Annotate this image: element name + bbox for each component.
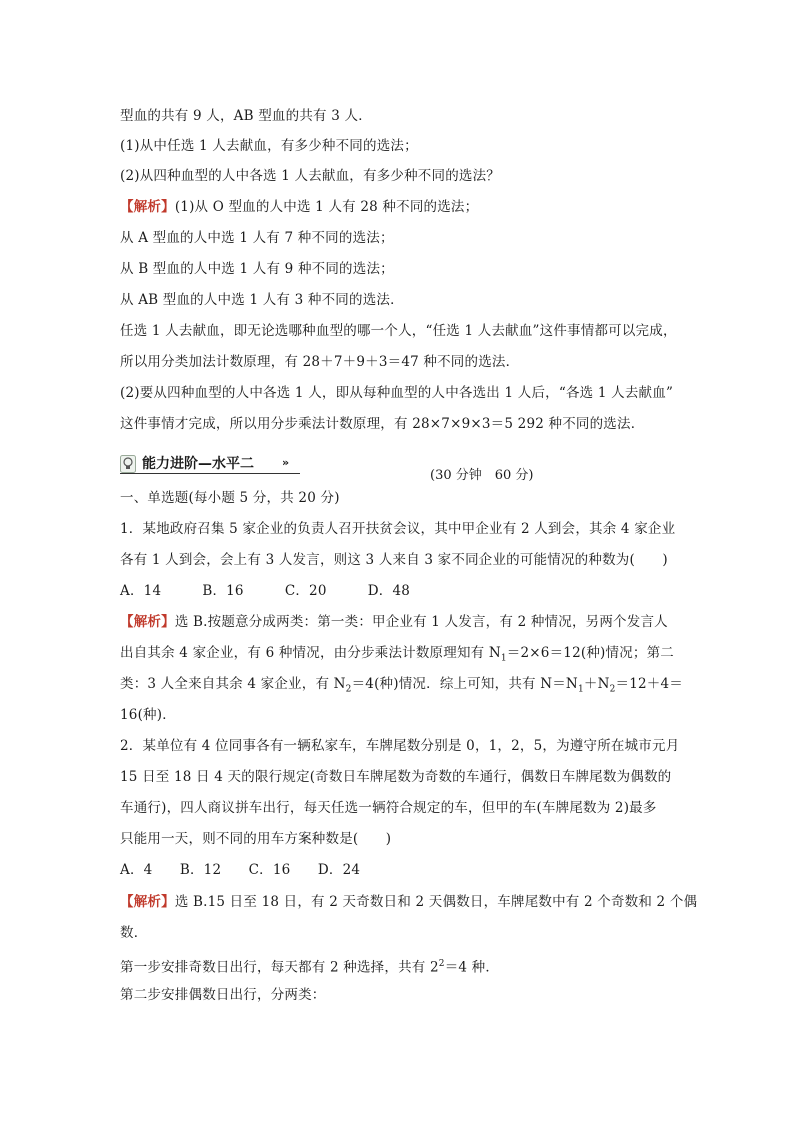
solution-line: 数． [120, 925, 148, 941]
solution-text: ＝4 种． [444, 959, 500, 976]
solution-text: ＋N [583, 676, 610, 692]
solution-text: (1)从 O 型血的人中选 1 人有 28 种不同的选法； [174, 199, 479, 215]
lightbulb-icon [120, 455, 136, 473]
solution-text: 选 B.按题意分成两类：第一类：甲企业有 1 人发言，有 2 种情况，另两个发言人 [174, 614, 668, 630]
answer-options: A．4 B．12 C．16 D．24 [120, 862, 361, 878]
subscript: 1 [500, 653, 507, 664]
solution-text: 第一步安排奇数日出行，每天都有 2 种选择，共有 2 [120, 959, 439, 976]
solution-line [120, 675, 683, 699]
text-line: (1)从中任选 1 人去献血，有多少种不同的选法； [120, 138, 418, 154]
solution-text: 类：3 人全来自其余 4 家企业，有 N [120, 676, 346, 692]
section-header [120, 454, 680, 483]
solution-tag: 【解析】 [120, 199, 175, 215]
solution-line [120, 644, 680, 668]
solution-line [120, 955, 680, 977]
text-line: 从 A 型血的人中选 1 人有 7 种不同的选法； [120, 230, 394, 246]
text-line: 一、单选题(每小题 5 分，共 20 分) [120, 490, 340, 506]
chevron-right-icon: » [282, 456, 290, 469]
solution-line [120, 613, 680, 631]
text-line: (2)从四种血型的人中各选 1 人去献血，有多少种不同的选法？ [120, 168, 500, 184]
time-score-note: (30 分钟 60 分) [430, 468, 534, 483]
solution-line [120, 198, 680, 216]
solution-text: ＝12＋4＝ [615, 676, 683, 692]
solution-text: 出自其余 4 家企业，有 6 种情况，由分步乘法计数原理知有 N [120, 645, 501, 661]
subscript: 1 [577, 684, 584, 695]
question-line: 1．某地政府召集 5 家企业的负责人召开扶贫会议，其中甲企业有 2 人到会，其余 4 家企业 [120, 521, 676, 537]
text-line: 型血的共有 9 人，AB 型血的共有 3 人． [120, 108, 372, 124]
solution-text: 选 B.15 日至 18 日，有 2 天奇数日和 2 天偶数日，车牌尾数中有 2 个奇数和 2 个偶 [174, 894, 698, 910]
solution-line: 第二步安排偶数日出行，分两类： [120, 987, 326, 1003]
section-title: 能力进阶—水平二 [142, 456, 254, 472]
subscript: 2 [345, 684, 352, 695]
superscript: 2 [438, 959, 445, 969]
text-line: 这件事情才完成，所以用分步乘法计数原理，有 28×7×9×3＝5 292 种不同的选法． [120, 416, 645, 432]
text-line: (2)要从四种血型的人中各选 1 人，即从每种血型的人中各选出 1 人后，“各选 1 人去献血” [120, 385, 674, 401]
divider [120, 473, 300, 474]
solution-text: ＝4(种)情况．综上可知，共有 N＝N [351, 676, 578, 692]
answer-options: A．14 B．16 C．20 D．48 [120, 583, 411, 599]
solution-tag: 【解析】 [120, 894, 175, 910]
text-line: 任选 1 人去献血，即无论选哪种血型的哪一个人，“任选 1 人去献血”这件事情都可以完成， [120, 323, 677, 339]
text-line: 从 B 型血的人中选 1 人有 9 种不同的选法； [120, 261, 394, 277]
question-line: 各有 1 人到会，会上有 3 人发言，则这 3 人来自 3 家不同企业的可能情况的种数为( ) [120, 552, 668, 568]
text-line: 所以用分类加法计数原理，有 28＋7＋9＋3＝47 种不同的选法． [120, 354, 520, 370]
question-line: 15 日至 18 日 4 天的限行规定(奇数日车牌尾数为奇数的车通行，偶数日车牌尾数为偶数的 [120, 769, 672, 785]
solution-line [120, 893, 698, 911]
solution-text: ＝2×6＝12(种)情况；第二 [506, 645, 674, 661]
text-line: 从 AB 型血的人中选 1 人有 3 种不同的选法． [120, 292, 404, 308]
question-line: 只能用一天，则不同的用车方案种数是( ) [120, 831, 392, 847]
question-line: 车通行)，四人商议拼车出行，每天任选一辆符合规定的车，但甲的车(车牌尾数为 2)最多 [120, 800, 657, 816]
question-line: 2．某单位有 4 位同事各有一辆私家车，车牌尾数分别是 0，1，2，5，为遵守所在城市元月 [120, 738, 680, 754]
solution-tag: 【解析】 [120, 614, 175, 630]
subscript: 2 [609, 684, 616, 695]
solution-line: 16(种)． [120, 707, 176, 723]
